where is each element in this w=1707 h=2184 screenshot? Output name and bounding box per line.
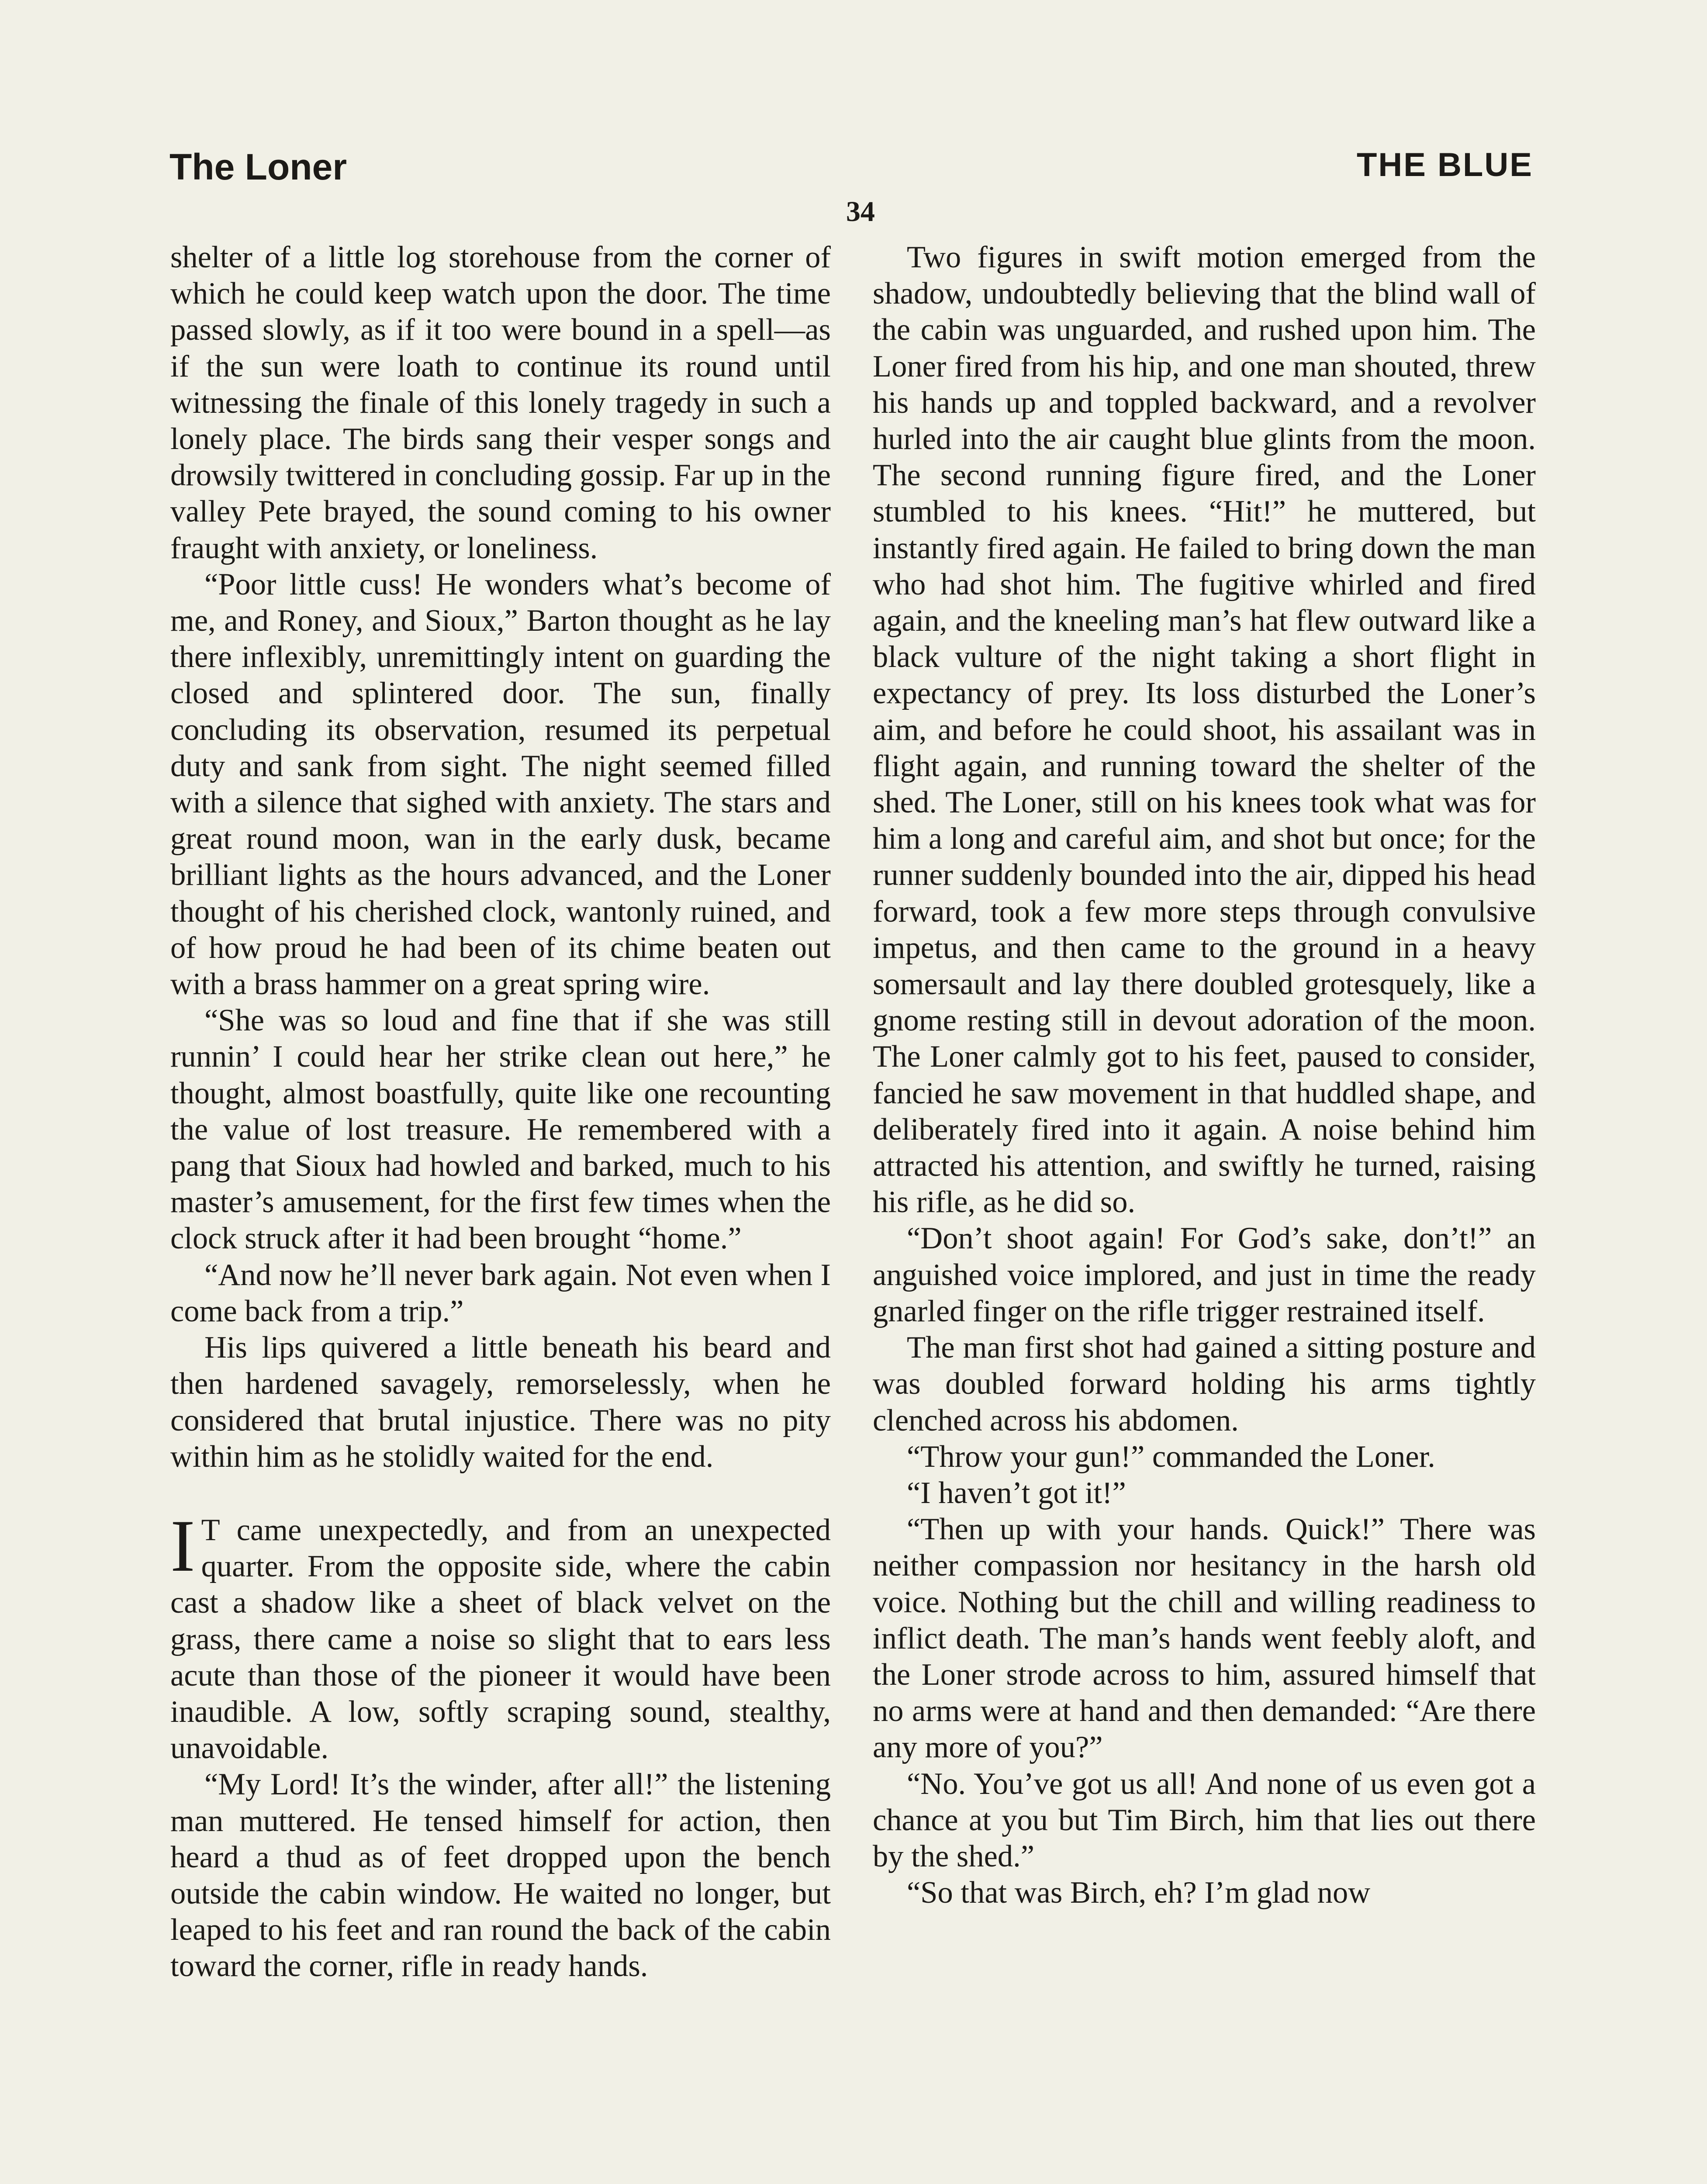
paragraph: Two figures in swift motion emerged from the shadow, undoubtedly believing that the blind wall of the cabin was unguarded, and rushed upon him. The Loner fired from his hip, and one man shouted, threw his hands up and toppled backward, and a revolver hurled into the air caught blue glints from the moon. The second running figure fired, and the Loner stumbled to his knees. “Hit!” he muttered, but instantly fired again. He failed to bring down the man who had shot him. The fugitive whirled and fired again, and the kneeling man’s hat flew outward like a black vulture of the night taking a short flight in expectancy of prey. Its loss disturbed the Loner’s aim, and before he could shoot, his assailant was in flight again, and running toward the shelter of the shed. The Loner, still on his knees took what was for him a long and careful aim, and shot but once; for the runner suddenly bounded into the air, dipped his head forward, took a few more steps through convulsive impetus, and then came to the ground in a heavy somersault and lay there doubled grotesquely, like a gnome resting still in devout adoration of the moon. The Loner calmly got to his feet, paused to consider, fancied he saw movement in that huddled shape, and deliberately fired into it again. A noise behind him attracted his attention, and swiftly he turned, raising his rifle, as he did so. bbox=[873, 240, 1536, 1220]
paragraph: “She was so loud and fine that if she was still runnin’ I could hear her strike clean out here,” he thought, almost boastfully, quite like one recounting the value of lost treasure. He remembered with a pang that Sioux had howled and barked, much to his master’s amusement, for the first few times when the clock struck after it had been brought “home.” bbox=[170, 1003, 831, 1256]
paragraph-text: T came unexpectedly, and from an unexpected quarter. From the opposite side, where the cabin cast a shadow like a sheet of black velvet on the grass, there came a noise so slight that to ears less acute than those of the pioneer it would have been inaudible. A low, softly scraping sound, stealthy, unavoidable. bbox=[170, 1513, 831, 1766]
paragraph: “Poor little cuss! He wonders what’s become of me, and Roney, and Sioux,” Barton thought as he lay there inflexibly, unremittingly intent on guarding the closed and splintered door. The sun, finally concluding its observation, resumed its perpetual duty and sank from sight. The night seemed filled with a silence that sighed with anxiety. The stars and great round moon, wan in the early dusk, became brilliant lights as the hours advanced, and the Loner thought of his cherished clock, wantonly ruined, and of how proud he had been of its chime beaten out with a brass hammer on a great spring wire. bbox=[170, 567, 831, 1002]
paragraph: The man first shot had gained a sitting posture and was doubled forward holding his arms tightly clenched across his abdomen. bbox=[873, 1330, 1536, 1438]
paragraph: “So that was Birch, eh? I’m glad now bbox=[907, 1876, 1371, 1910]
paragraph: “Then up with your hands. Quick!” There was neither compassion nor hesitancy in the harsh old voice. Nothing but the chill and willing readiness to inflict death. The man’s hands went feebly aloft, and the Loner strode across to him, assured himself that no arms were at hand and then demanded: “Are there any more of you?” bbox=[873, 1512, 1536, 1765]
drop-cap: I bbox=[170, 1504, 195, 1587]
paragraph: “And now he’ll never bark again. Not even when I come back from a trip.” bbox=[170, 1258, 831, 1328]
paragraph: His lips quivered a little beneath his beard and then hardened savagely, remorselessly, when he considered that brutal injustice. There was no pity within him as he stolidly waited for the end. bbox=[170, 1330, 831, 1474]
paragraph: “No. You’ve got us all! And none of us even got a chance at you but Tim Birch, him that lies out there by the shed.” bbox=[873, 1766, 1536, 1873]
publication-name: THE BLUE bbox=[1357, 146, 1533, 183]
paragraph: “Don’t shoot again! For God’s sake, don’t!” an anguished voice implored, and just in time the ready gnarled finger on the rifle trigger restrained itself. bbox=[873, 1221, 1536, 1328]
page-number: 34 bbox=[846, 196, 875, 228]
section-opening-paragraph bbox=[170, 1504, 831, 1766]
left-text-column bbox=[170, 239, 831, 1985]
paragraph: “My Lord! It’s the winder, after all!” the listening man muttered. He tensed himself for action, then heard a thud as of feet dropped upon the bench outside the cabin window. He waited no longer, but leaped to his feet and ran round the back of the cabin toward the corner, rifle in ready hands. bbox=[170, 1767, 831, 1984]
right-text-column bbox=[873, 239, 1536, 1911]
paragraph: “Throw your gun!” commanded the Loner. bbox=[907, 1439, 1435, 1474]
paragraph: shelter of a little log storehouse from the corner of which he could keep watch upon the door. The time passed slowly, as if it too were bound in a spell—as if the sun were loath to continue its round until witnessing the finale of this lonely tragedy in such a lonely place. The birds sang their vesper songs and drowsily twittered in concluding gossip. Far up in the valley Pete brayed, the sound coming to his owner fraught with anxiety, or loneliness. bbox=[170, 240, 831, 565]
paragraph: “I haven’t got it!” bbox=[907, 1476, 1126, 1510]
story-title: The Loner bbox=[169, 146, 347, 187]
